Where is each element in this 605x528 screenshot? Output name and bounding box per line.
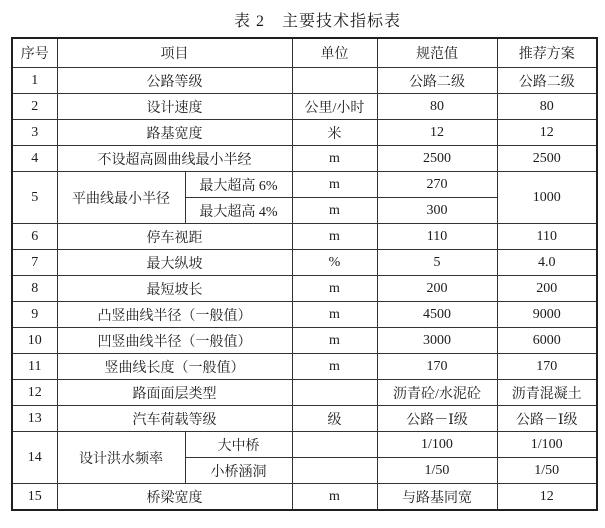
table-cell: 2500: [497, 146, 597, 172]
table-cell: 大中桥: [185, 432, 292, 458]
table-cell: 12: [497, 484, 597, 511]
table-cell: m: [292, 224, 377, 250]
table-cell: 12: [377, 120, 497, 146]
table-body: [12, 68, 597, 511]
table-cell: 5: [12, 172, 57, 224]
table-cell: 200: [377, 276, 497, 302]
table-row: [12, 354, 597, 380]
table-cell: [292, 458, 377, 484]
table-title: 表 2 主要技术指标表: [233, 13, 401, 30]
table-cell: 3: [12, 120, 57, 146]
table-cell: 5: [377, 250, 497, 276]
table-cell: 公里/小时: [292, 94, 377, 120]
table-cell: 最短坡长: [57, 276, 292, 302]
table-cell: 公路等级: [57, 68, 292, 94]
table-row: [12, 328, 597, 354]
table-cell: 路基宽度: [57, 120, 292, 146]
table-row: [12, 276, 597, 302]
table-cell: 桥梁宽度: [57, 484, 292, 511]
table-cell: 凹竖曲线半径（一般值）: [57, 328, 292, 354]
table-cell: 110: [497, 224, 597, 250]
table-cell: [292, 68, 377, 94]
table-row: [12, 302, 597, 328]
table-cell: 公路二级: [377, 68, 497, 94]
table-cell: 沥青混凝土: [497, 380, 597, 406]
table-cell: 竖曲线长度（一般值）: [57, 354, 292, 380]
table-cell: [292, 380, 377, 406]
table-cell: 设计速度: [57, 94, 292, 120]
table-cell: 米: [292, 120, 377, 146]
table-header-row: [12, 38, 597, 68]
table-cell: m: [292, 198, 377, 224]
table-cell: 15: [12, 484, 57, 511]
table-cell: 与路基同宽: [377, 484, 497, 511]
table-cell: 6: [12, 224, 57, 250]
table-row: [12, 406, 597, 432]
col-header-unit: 单位: [292, 38, 377, 68]
table-cell: 1000: [497, 172, 597, 224]
table-cell: m: [292, 172, 377, 198]
table-cell: 4: [12, 146, 57, 172]
table-cell: 7: [12, 250, 57, 276]
table-cell: [292, 432, 377, 458]
table-cell: 凸竖曲线半径（一般值）: [57, 302, 292, 328]
table-cell: 1/50: [377, 458, 497, 484]
table-cell: 公路二级: [497, 68, 597, 94]
table-row: [12, 484, 597, 511]
col-header-standard-value: 规范值: [377, 38, 497, 68]
table-cell: 公路－Ⅰ级: [377, 406, 497, 432]
table-row: [12, 146, 597, 172]
table-cell: 路面面层类型: [57, 380, 292, 406]
table-cell: 80: [377, 94, 497, 120]
table-cell: 14: [12, 432, 57, 484]
table-cell: 200: [497, 276, 597, 302]
table-cell: m: [292, 276, 377, 302]
table-cell: 设计洪水频率: [57, 432, 185, 484]
table-row: [12, 432, 597, 458]
table-cell: 110: [377, 224, 497, 250]
table-cell: 9: [12, 302, 57, 328]
table-cell: %: [292, 250, 377, 276]
table-cell: 3000: [377, 328, 497, 354]
table-cell: 12: [12, 380, 57, 406]
table-row: [12, 172, 597, 198]
table-cell: 最大纵坡: [57, 250, 292, 276]
col-header-item: 项目: [57, 38, 292, 68]
table-cell: 汽车荷载等级: [57, 406, 292, 432]
table-cell: 4.0: [497, 250, 597, 276]
table-cell: 10: [12, 328, 57, 354]
table-cell: 1/100: [377, 432, 497, 458]
table-cell: 9000: [497, 302, 597, 328]
table-row: [12, 250, 597, 276]
table-cell: 停车视距: [57, 224, 292, 250]
table-cell: 4500: [377, 302, 497, 328]
table-header: [12, 38, 597, 68]
table-cell: m: [292, 146, 377, 172]
table-cell: 170: [497, 354, 597, 380]
table-cell: 2500: [377, 146, 497, 172]
table-cell: 最大超高 4%: [185, 198, 292, 224]
table-cell: 300: [377, 198, 497, 224]
table-row: [12, 120, 597, 146]
table-cell: 最大超高 6%: [185, 172, 292, 198]
table-cell: m: [292, 328, 377, 354]
table-cell: 2: [12, 94, 57, 120]
table-row: [12, 94, 597, 120]
table-cell: 6000: [497, 328, 597, 354]
indicators-table: [11, 37, 598, 511]
table-cell: 公路－Ⅰ级: [497, 406, 597, 432]
table-cell: 1/100: [497, 432, 597, 458]
table-cell: m: [292, 484, 377, 511]
table-cell: m: [292, 302, 377, 328]
table-row: [12, 68, 597, 94]
table-cell: 11: [12, 354, 57, 380]
table-cell: 12: [497, 120, 597, 146]
table-cell: 13: [12, 406, 57, 432]
table-row: [12, 380, 597, 406]
table-cell: 1/50: [497, 458, 597, 484]
col-header-recommended-plan: 推荐方案: [497, 38, 597, 68]
table-cell: 170: [377, 354, 497, 380]
table-cell: 270: [377, 172, 497, 198]
table-cell: 不设超高圆曲线最小半经: [57, 146, 292, 172]
table-cell: 小桥涵洞: [185, 458, 292, 484]
table-cell: 1: [12, 68, 57, 94]
table-cell: m: [292, 354, 377, 380]
table-cell: 80: [497, 94, 597, 120]
table-cell: 沥青砼/水泥砼: [377, 380, 497, 406]
table-cell: 8: [12, 276, 57, 302]
document-page: [0, 8, 605, 528]
table-cell: 平曲线最小半径: [57, 172, 185, 224]
table-row: [12, 224, 597, 250]
col-header-index: 序号: [12, 38, 57, 68]
table-cell: 级: [292, 406, 377, 432]
